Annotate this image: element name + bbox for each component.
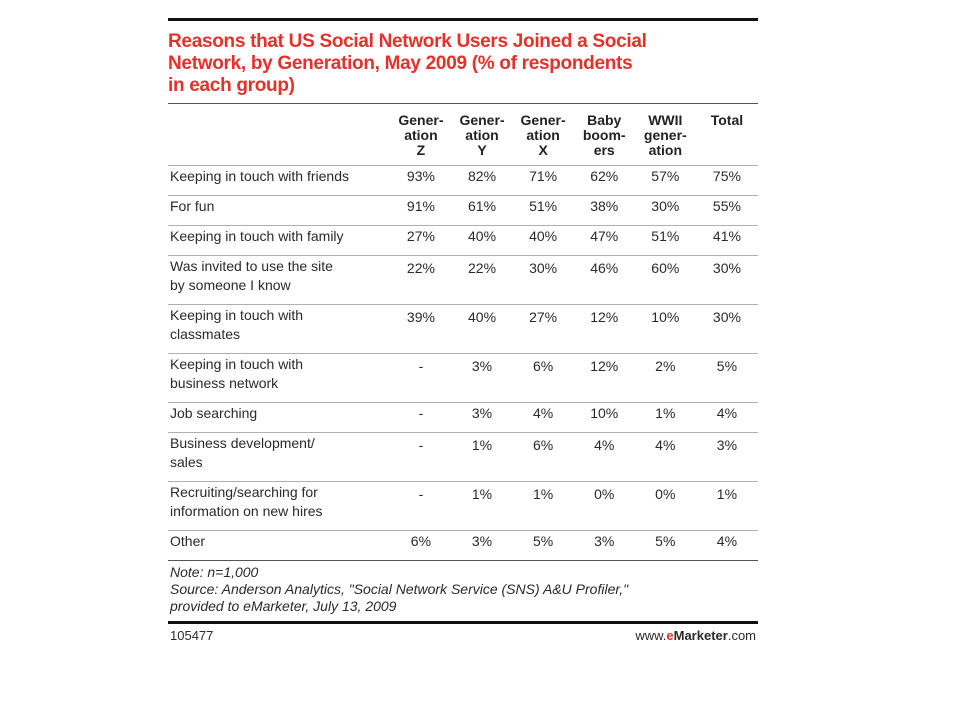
row-label [168,166,390,196]
value-cell: 3% [451,531,512,561]
value-cell: 27% [390,226,451,256]
value-cell: 4% [635,433,696,482]
table-row [168,305,758,354]
column-header [696,104,758,166]
value-cell: 1% [451,433,512,482]
value-cell: 3% [574,531,635,561]
row-label [168,354,390,403]
row-label-line: Keeping in touch with [170,307,304,323]
brand-suffix: .com [727,628,756,643]
value-cell: 75% [696,166,758,196]
row-label [168,433,390,482]
note-text: Note: n=1,000 [170,564,259,580]
title-line: Reasons that US Social Network Users Joined a Social [168,31,647,52]
value-cell: 1% [696,482,758,531]
value-cell: 46% [574,256,635,305]
value-cell: 91% [390,196,451,226]
value-cell: - [390,482,451,531]
value-cell: 4% [696,403,758,433]
row-label [168,256,390,305]
value-cell: 12% [574,305,635,354]
footer [168,624,758,643]
row-label-line: Recruiting/searching for [170,484,318,500]
value-cell: 4% [696,531,758,561]
value-cell: - [390,354,451,403]
value-cell: 40% [513,226,574,256]
value-cell: 5% [513,531,574,561]
column-header-line: ation [648,142,683,158]
row-label-line: Other [170,533,206,549]
top-rule [168,18,758,21]
value-cell: 1% [451,482,512,531]
column-header-line: boom- [582,127,626,143]
column-header-line: X [538,142,548,158]
brand-logo [635,628,756,643]
value-cell: - [390,403,451,433]
value-cell: 60% [635,256,696,305]
row-label-line: by someone I know [170,277,291,293]
value-cell: 62% [574,166,635,196]
column-header-line: ation [465,127,499,143]
column-header-line: Gener- [398,112,444,128]
brand-prefix: www. [635,628,667,643]
value-cell: - [390,433,451,482]
value-cell: 71% [513,166,574,196]
column-header-line: Z [416,142,426,158]
column-header-line: ation [526,127,560,143]
value-cell: 51% [635,226,696,256]
chart-id: 105477 [170,628,214,643]
value-cell: 55% [696,196,758,226]
table-header [168,104,758,166]
table-body [168,166,758,561]
value-cell: 38% [574,196,635,226]
column-header-line: Total [710,112,744,128]
value-cell: 40% [451,226,512,256]
column-header-line: ation [404,127,438,143]
row-label-line: classmates [170,326,241,342]
value-cell: 51% [513,196,574,226]
value-cell: 3% [451,403,512,433]
value-cell: 22% [390,256,451,305]
value-cell: 57% [635,166,696,196]
chart-title [168,31,758,97]
row-label [168,226,390,256]
column-header-line: Gener- [459,112,505,128]
table-row [168,256,758,305]
column-header [451,104,512,166]
value-cell: 5% [635,531,696,561]
value-cell: 1% [635,403,696,433]
row-label-line: Keeping in touch with family [170,228,344,244]
value-cell: 27% [513,305,574,354]
value-cell: 30% [696,305,758,354]
brand-marketer: Marketer [673,628,728,643]
column-header-line: ers [593,142,615,158]
row-label [168,482,390,531]
value-cell: 30% [696,256,758,305]
value-cell: 93% [390,166,451,196]
column-header-line: Y [477,142,487,158]
row-label-line: sales [170,454,203,470]
table-row [168,403,758,433]
reason-column-header [168,104,390,166]
row-label-line: Business development/ [170,435,315,451]
value-cell: 1% [513,482,574,531]
value-cell: 10% [574,403,635,433]
notes-block [168,561,758,619]
row-label [168,531,390,561]
value-cell: 40% [451,305,512,354]
column-header [574,104,635,166]
value-cell: 0% [574,482,635,531]
table-row [168,433,758,482]
column-header-line: Gener- [520,112,566,128]
column-header-line: gener- [643,127,687,143]
row-label-line: Keeping in touch with [170,356,304,372]
row-label-line: Was invited to use the site [170,258,333,274]
value-cell: 0% [635,482,696,531]
table-row [168,226,758,256]
header-row [168,104,758,166]
row-label [168,305,390,354]
title-line: in each group) [168,75,295,96]
column-header [513,104,574,166]
source-text: Source: Anderson Analytics, "Social Network Service (SNS) A&U Profiler," [170,581,629,597]
value-cell: 6% [513,433,574,482]
column-header-line: Baby [587,112,622,128]
table-row [168,531,758,561]
table-row [168,482,758,531]
source-text: provided to eMarketer, July 13, 2009 [170,598,397,614]
chart-card [168,18,758,643]
value-cell: 4% [574,433,635,482]
row-label-line: For fun [170,198,215,214]
column-header [635,104,696,166]
row-label-line: Job searching [170,405,258,421]
value-cell: 61% [451,196,512,226]
value-cell: 30% [513,256,574,305]
value-cell: 82% [451,166,512,196]
value-cell: 47% [574,226,635,256]
table-row [168,196,758,226]
column-header [390,104,451,166]
value-cell: 22% [451,256,512,305]
brand-e: e [666,628,674,643]
row-label [168,196,390,226]
data-table [168,104,758,560]
value-cell: 39% [390,305,451,354]
title-line: Network, by Generation, May 2009 (% of respondents [168,53,633,74]
value-cell: 3% [696,433,758,482]
value-cell: 6% [390,531,451,561]
value-cell: 5% [696,354,758,403]
row-label-line: Keeping in touch with friends [170,168,349,184]
value-cell: 4% [513,403,574,433]
table-row [168,354,758,403]
value-cell: 10% [635,305,696,354]
value-cell: 41% [696,226,758,256]
value-cell: 2% [635,354,696,403]
row-label-line: business network [170,375,279,391]
column-header-line: WWII [648,112,683,128]
value-cell: 30% [635,196,696,226]
table-row [168,166,758,196]
value-cell: 6% [513,354,574,403]
value-cell: 3% [451,354,512,403]
value-cell: 12% [574,354,635,403]
row-label [168,403,390,433]
row-label-line: information on new hires [170,503,323,519]
